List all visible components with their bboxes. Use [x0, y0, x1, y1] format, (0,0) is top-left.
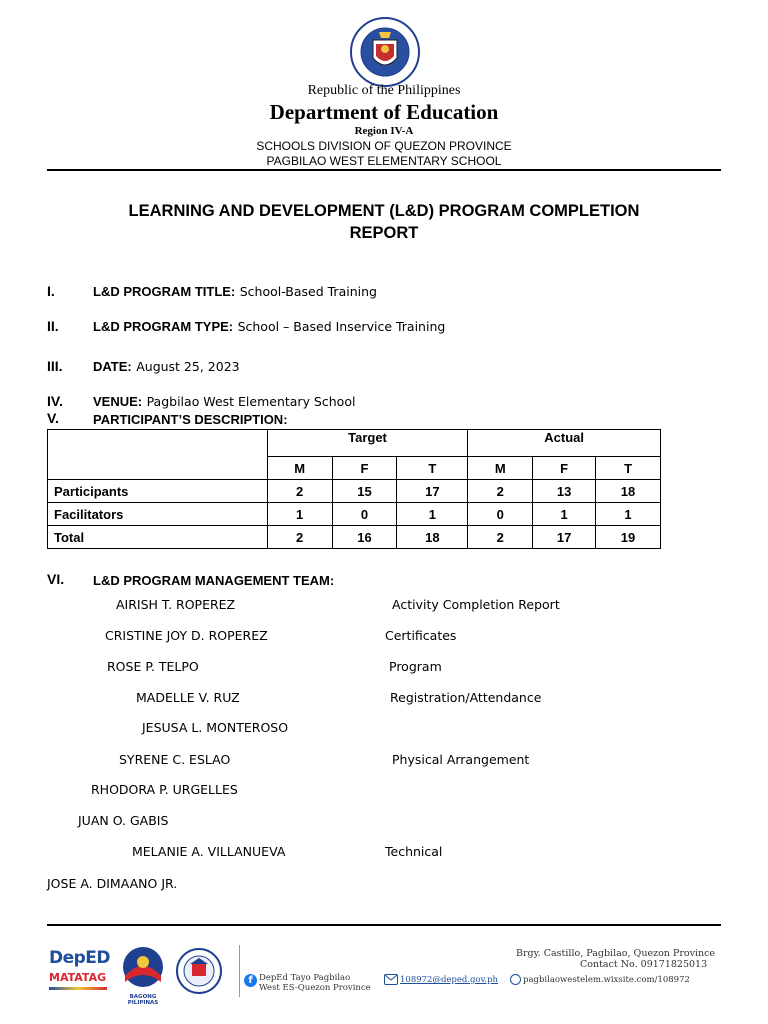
section-5 — [93, 411, 288, 429]
bagong-pilipinas-text: BAGONG PILIPINAS — [127, 994, 159, 1006]
facebook-page[interactable] — [259, 973, 371, 993]
subheader-target-f: F — [332, 457, 397, 480]
table-cell: 1 — [267, 503, 332, 526]
subheader-actual-f: F — [533, 457, 596, 480]
section-5-number: V. — [47, 410, 59, 426]
subheader-actual-m: M — [468, 457, 533, 480]
table-cell: 2 — [267, 480, 332, 503]
report-title-line2: REPORT — [349, 224, 419, 242]
deped-matatag-logo — [49, 948, 111, 994]
row-label: Facilitators — [48, 503, 268, 526]
table-header-row — [48, 430, 661, 457]
globe-icon — [510, 974, 521, 985]
table-cell: 18 — [596, 480, 661, 503]
target-header: Target — [267, 430, 468, 457]
table-cell: 15 — [332, 480, 397, 503]
table-cell: 2 — [468, 526, 533, 549]
email-icon — [384, 974, 398, 985]
header-divider — [47, 169, 721, 171]
table-cell: 19 — [596, 526, 661, 549]
subheader-actual-t: T — [596, 457, 661, 480]
department-name: Department of Education — [269, 100, 499, 124]
row-label: Total — [48, 526, 268, 549]
section-1-label: L&D PROGRAM TITLE: — [93, 284, 236, 299]
section-2-number: II. — [47, 318, 59, 334]
team-member-name: MELANIE A. VILLANUEVA — [132, 844, 286, 859]
section-1-value: School-Based Training — [239, 284, 377, 299]
section-6-number: VI. — [47, 571, 65, 587]
team-member-name: JOSE A. DIMAANO JR. — [47, 876, 178, 891]
school-line: PAGBILAO WEST ELEMENTARY SCHOOL — [266, 154, 502, 168]
team-member-name: CRISTINE JOY D. ROPEREZ — [105, 628, 268, 643]
row-label: Participants — [48, 480, 268, 503]
facebook-line1: DepEd Tayo Pagbilao — [259, 973, 351, 983]
team-member-name: JUAN O. GABIS — [78, 813, 169, 828]
footer-vertical-divider — [239, 945, 240, 997]
section-4-label: VENUE: — [93, 394, 143, 409]
section-2-value: School – Based Inservice Training — [237, 319, 446, 334]
team-member-name: JESUSA L. MONTEROSO — [142, 720, 289, 735]
facebook-icon: f — [244, 974, 257, 987]
team-member-role: Registration/Attendance — [390, 690, 542, 705]
division-line: SCHOOLS DIVISION OF QUEZON PROVINCE — [256, 139, 512, 153]
website-link[interactable]: pagbilaowestelem.wixsite.com/108972 — [523, 975, 690, 985]
team-member-name: AIRISH T. ROPEREZ — [116, 597, 236, 612]
section-4-number: IV. — [47, 393, 63, 409]
table-cell: 2 — [468, 480, 533, 503]
team-member-role: Activity Completion Report — [392, 597, 560, 612]
team-member-name: ROSE P. TELPO — [107, 659, 199, 674]
region-line: Region IV-A — [354, 125, 414, 137]
report-title — [47, 200, 721, 244]
team-member-name: RHODORA P. URGELLES — [91, 782, 238, 797]
section-3-number: III. — [47, 358, 63, 374]
school-address: Brgy. Castillo, Pagbilao, Quezon Province — [516, 948, 716, 959]
team-member-role: Technical — [385, 844, 443, 859]
section-2-label: L&D PROGRAM TYPE: — [93, 319, 234, 334]
table-cell: 16 — [332, 526, 397, 549]
team-member-role: Physical Arrangement — [392, 752, 530, 767]
report-title-line1: LEARNING AND DEVELOPMENT (L&D) PROGRAM COMPLETION — [128, 202, 640, 220]
bagong-pilipinas-logo — [117, 946, 169, 1006]
table-corner-cell — [48, 430, 268, 480]
table-cell: 13 — [533, 480, 596, 503]
table-cell: 18 — [397, 526, 468, 549]
section-6-label: L&D PROGRAM MANAGEMENT TEAM: — [93, 573, 335, 588]
table-cell: 17 — [397, 480, 468, 503]
section-3-value: August 25, 2023 — [136, 359, 240, 374]
section-6 — [93, 572, 334, 590]
section-4 — [93, 393, 355, 411]
section-1-number: I. — [47, 283, 55, 299]
team-member-name: MADELLE V. RUZ — [136, 690, 240, 705]
team-member-role: Certificates — [385, 628, 457, 643]
school-seal-logo — [176, 948, 222, 999]
republic-line: Republic of the Philippines — [307, 83, 461, 98]
section-3-label: DATE: — [93, 359, 132, 374]
facebook-line2: West ES-Quezon Province — [259, 983, 371, 993]
table-row — [48, 503, 661, 526]
section-4-value: Pagbilao West Elementary School — [146, 394, 356, 409]
contact-number: Contact No. 09171825013 — [580, 959, 708, 970]
matatag-logo-text: MATATAG — [49, 971, 107, 984]
section-5-label: PARTICIPANT’S DESCRIPTION: — [93, 412, 288, 427]
deped-seal — [349, 16, 421, 88]
table-cell: 2 — [267, 526, 332, 549]
section-3 — [93, 358, 240, 376]
table-cell: 1 — [397, 503, 468, 526]
table-cell: 1 — [533, 503, 596, 526]
participants-table — [47, 429, 661, 549]
subheader-target-m: M — [267, 457, 332, 480]
email-link[interactable]: 108972@deped.gov.ph — [400, 975, 499, 985]
table-cell: 0 — [468, 503, 533, 526]
footer-divider — [47, 924, 721, 926]
subheader-target-t: T — [397, 457, 468, 480]
table-cell: 17 — [533, 526, 596, 549]
team-member-name: SYRENE C. ESLAO — [119, 752, 231, 767]
table-row — [48, 526, 661, 549]
table-cell: 1 — [596, 503, 661, 526]
section-2 — [93, 318, 445, 336]
section-1 — [93, 283, 377, 301]
matatag-stripe — [49, 987, 107, 990]
team-member-role: Program — [389, 659, 442, 674]
table-cell: 0 — [332, 503, 397, 526]
actual-header: Actual — [468, 430, 661, 457]
deped-logo-text: DepED — [49, 948, 111, 968]
table-row — [48, 480, 661, 503]
